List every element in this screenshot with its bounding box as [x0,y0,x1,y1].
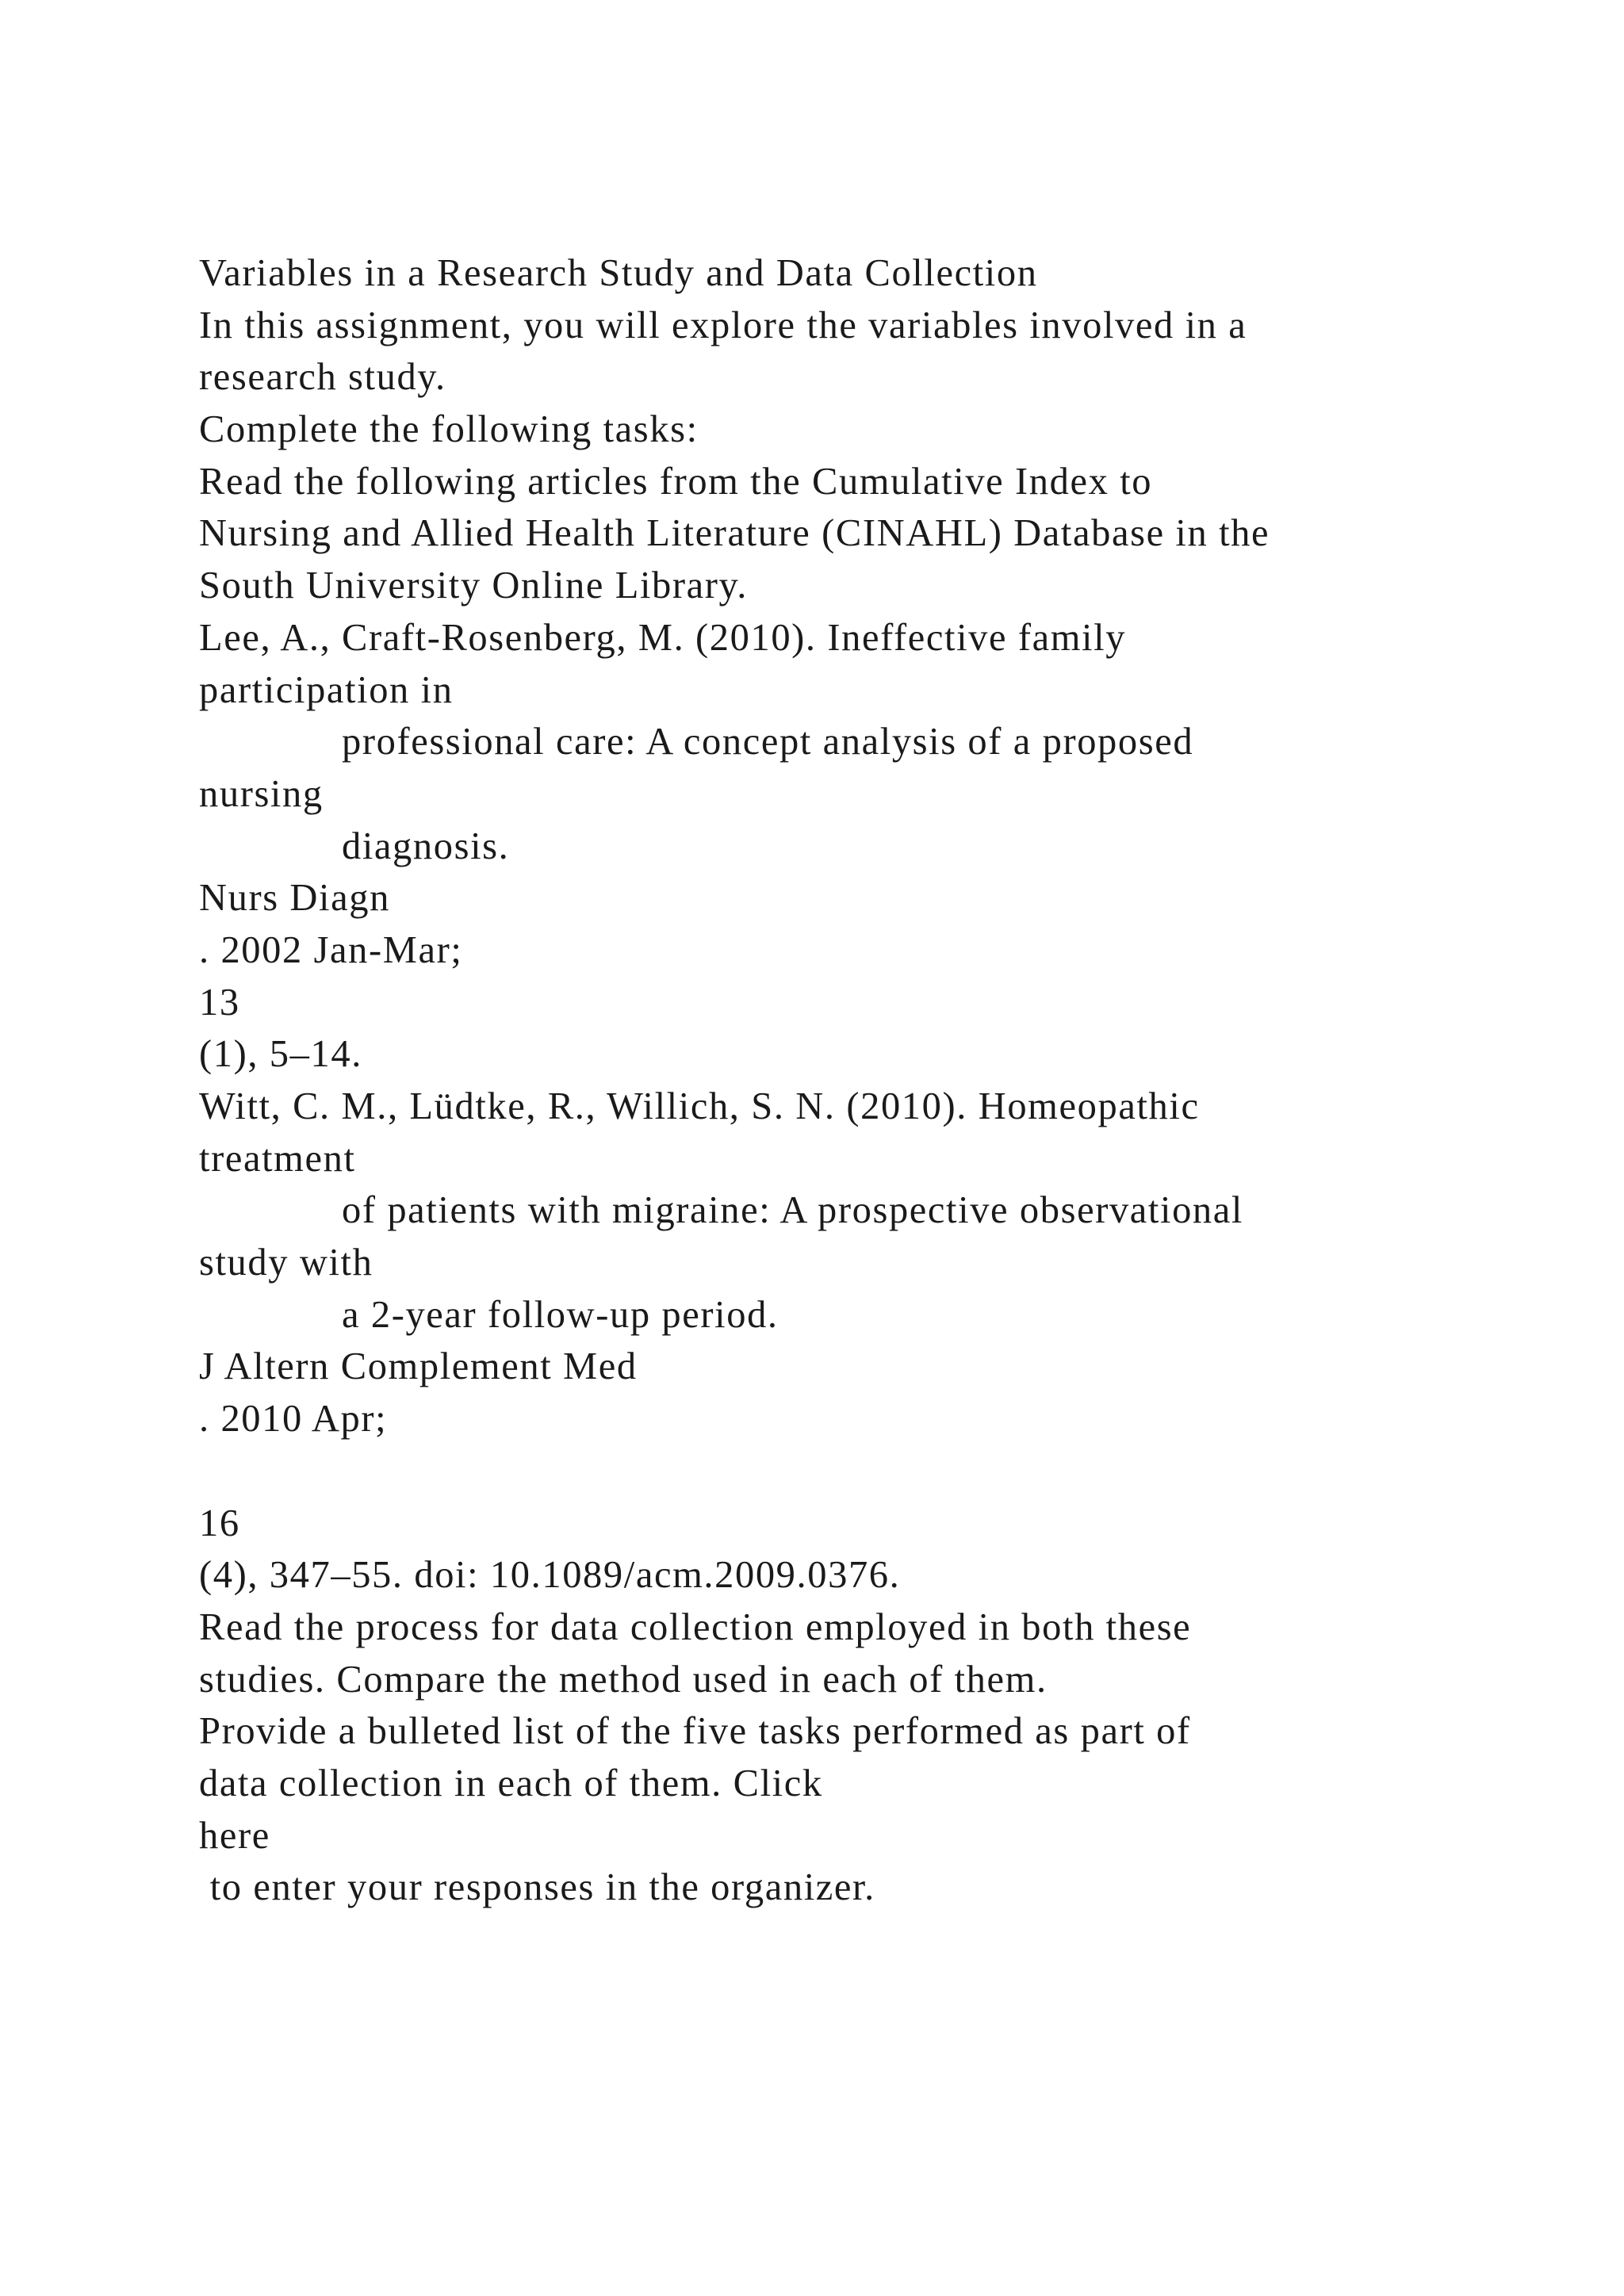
blank-line [199,1445,1547,1498]
read-instruction-line: Read the following articles from the Cumulative Index to [199,460,1153,503]
reference-1-line: Lee, A., Craft-Rosenberg, M. (2010). Ineffective family [199,616,1127,659]
document-body [199,247,1547,1914]
reference-2-line: study with [199,1242,373,1284]
reference-2-date: . 2010 Apr; [199,1398,388,1441]
tasks-heading: Complete the following tasks: [199,408,699,451]
intro-line: In this assignment, you will explore the variables involved in a [199,304,1247,346]
reference-1-volume: 13 [199,981,240,1024]
reference-2-volume: 16 [199,1502,240,1544]
reference-2-line: treatment [199,1137,356,1180]
compare-instruction-line: Read the process for data collection employed in both these [199,1605,1192,1648]
reference-2-line: a 2-year follow-up period. [342,1293,779,1336]
reference-2-line: Witt, C. M., Lüdtke, R., Willich, S. N. (2010). Homeopathic [199,1085,1200,1127]
list-instruction-line: data collection in each of them. Click [199,1762,823,1804]
reference-2-journal: J Altern Complement Med [199,1345,638,1388]
compare-instruction-line: studies. Compare the method used in each of them. [199,1658,1048,1701]
intro-line: research study. [199,356,446,399]
reference-1-issue-pages: (1), 5–14. [199,1033,362,1076]
reference-1-line: diagnosis. [342,825,510,867]
organizer-link[interactable]: here [199,1814,270,1857]
reference-1-line: professional care: A concept analysis of a proposed [342,721,1194,763]
organizer-link-line [199,1810,1547,1862]
reference-1-line: nursing [199,772,324,815]
list-instruction-line: Provide a bulleted list of the five tasks performed as part of [199,1710,1191,1753]
reference-1-date: . 2002 Jan-Mar; [199,928,463,971]
reference-2-issue-pages: (4), 347–55. doi: 10.1089/acm.2009.0376. [199,1554,901,1597]
document-title: Variables in a Research Study and Data Collection [199,252,1038,294]
read-instruction-line: Nursing and Allied Health Literature (CINAHL) Database in the [199,512,1270,555]
reference-1-journal: Nurs Diagn [199,877,390,920]
closing-line: to enter your responses in the organizer. [199,1866,875,1909]
read-instruction-line: South University Online Library. [199,564,748,607]
reference-1-line: participation in [199,668,454,711]
reference-2-line: of patients with migraine: A prospective observational [342,1189,1243,1232]
